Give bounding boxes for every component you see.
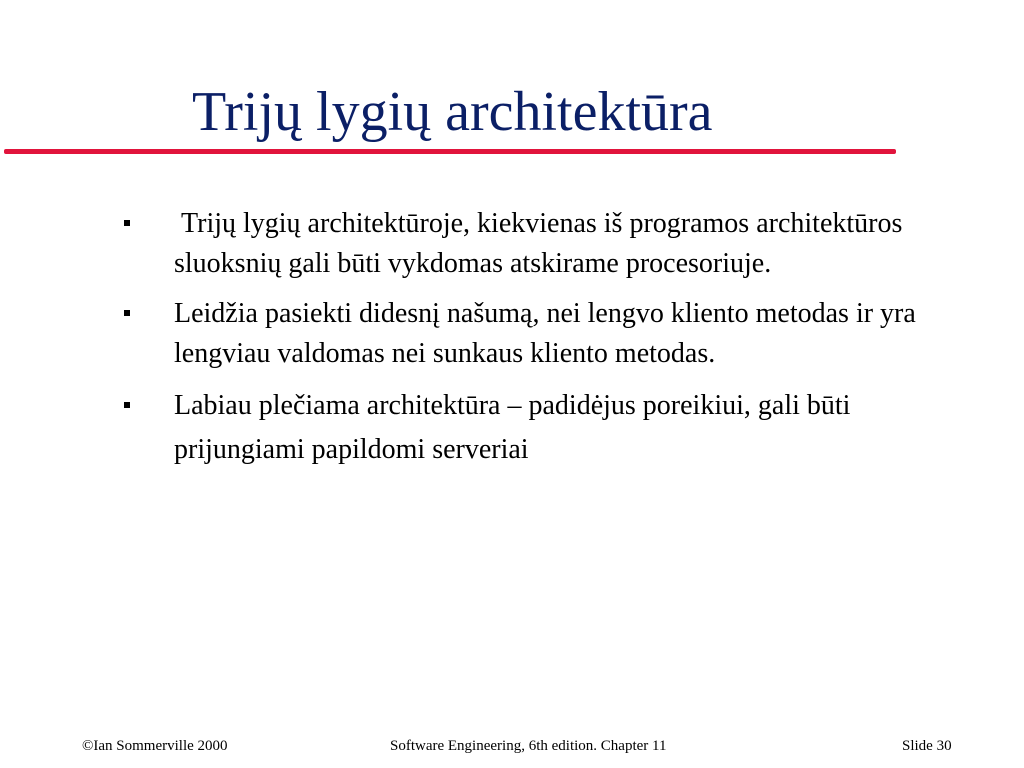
footer-copyright: ©Ian Sommerville 2000 (82, 738, 228, 754)
bullet-text: Trijų lygių architektūroje, kiekvienas iš programos architektūros sluoksnių gali būti vykdomas atskirame procesoriuje. (174, 208, 910, 279)
square-bullet-icon (124, 402, 130, 408)
square-bullet-icon (124, 220, 130, 226)
bullet-item (118, 294, 948, 374)
square-bullet-icon (124, 310, 130, 316)
slide-title: Trijų lygių architektūra (192, 81, 713, 143)
bullet-item (118, 204, 948, 284)
footer-slide-number: Slide 30 (902, 738, 952, 754)
bullet-item (118, 384, 948, 472)
bullet-text: Labiau plečiama architektūra – padidėjus poreikiui, gali būti prijungiami papildomi serveriai (174, 390, 851, 465)
bullet-list (118, 204, 948, 482)
title-underline (4, 149, 896, 154)
footer-course: Software Engineering, 6th edition. Chapter 11 (390, 738, 667, 754)
bullet-text: Leidžia pasiekti didesnį našumą, nei lengvo kliento metodas ir yra lengviau valdomas nei sunkaus kliento metodas. (174, 298, 916, 369)
